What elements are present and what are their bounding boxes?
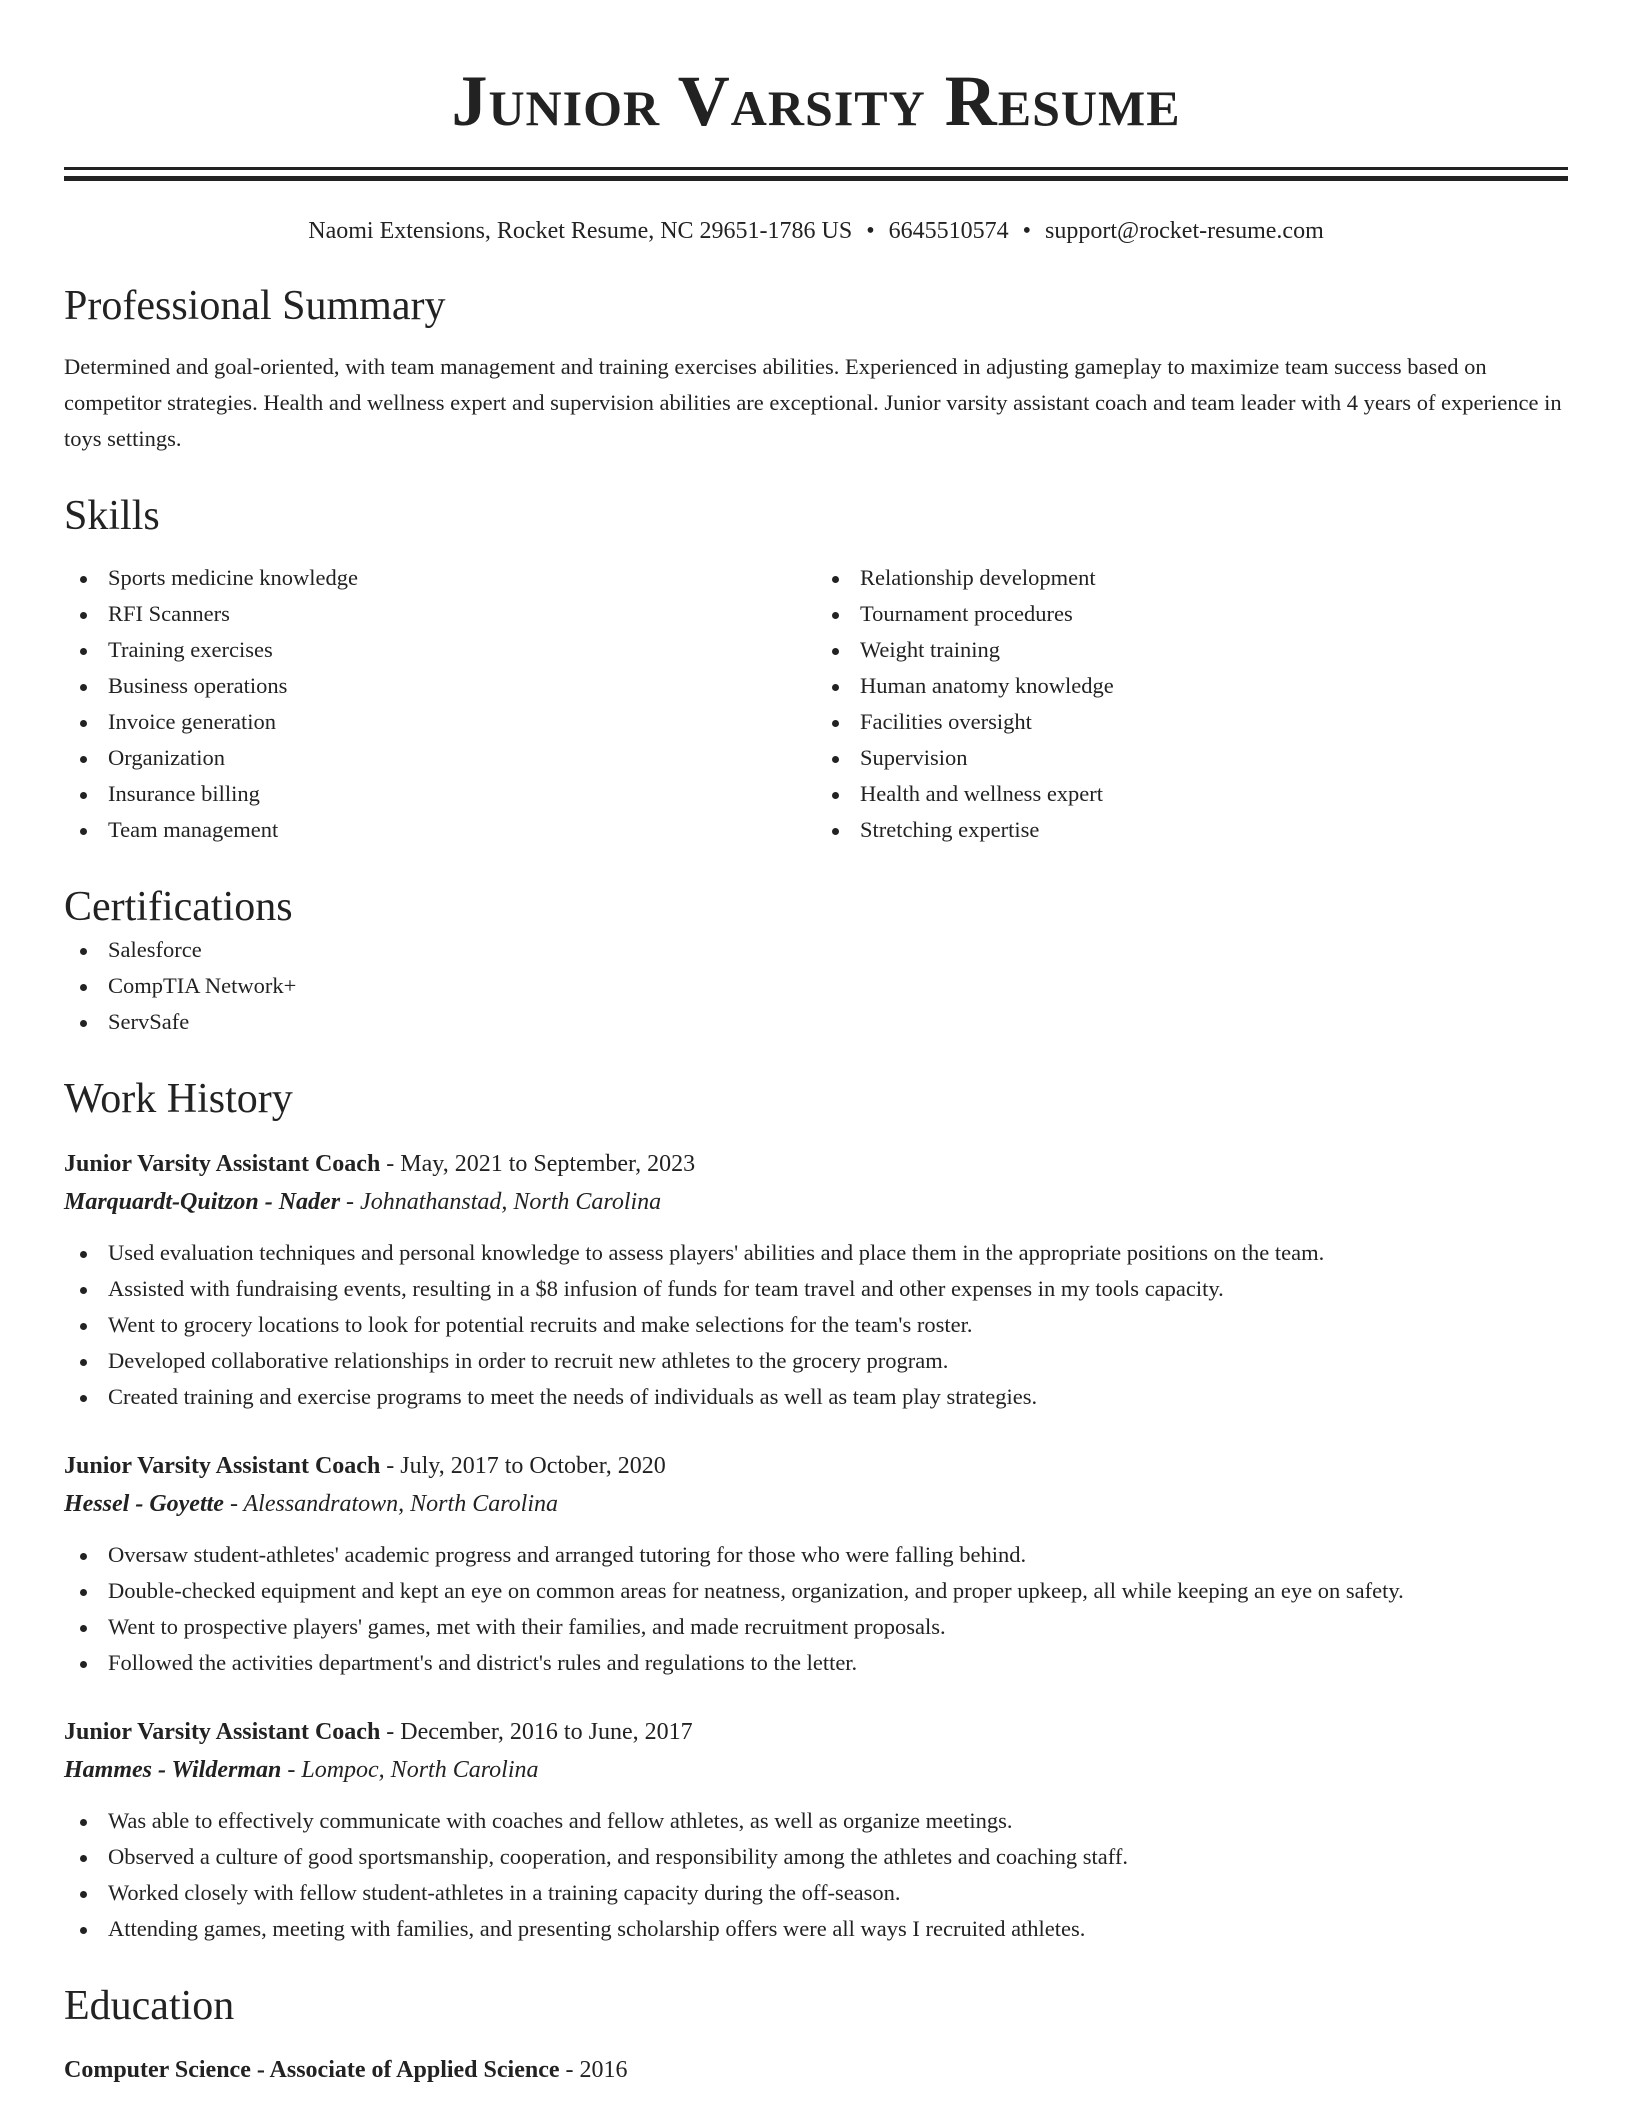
employer-line — [64, 1183, 1568, 1221]
job-bullet-list — [64, 1537, 1568, 1681]
education-year: - 2016 — [559, 2056, 628, 2083]
job-bullet-list — [64, 1803, 1568, 1947]
list-item: Created training and exercise programs to meet the needs of individuals as well as team play strategies. — [64, 1379, 1568, 1415]
list-item: Went to prospective players' games, met with their families, and made recruitment proposals. — [64, 1609, 1568, 1645]
employer-location: - Lompoc, North Carolina — [281, 1756, 539, 1783]
list-item: Tournament procedures — [816, 596, 1568, 632]
title-divider-top — [64, 167, 1568, 170]
contact-separator: • — [866, 218, 875, 244]
list-item: Health and wellness expert — [816, 776, 1568, 812]
contact-phone: 6645510574 — [888, 218, 1009, 244]
list-item: Relationship development — [816, 560, 1568, 596]
employer-name: Marquardt-Quitzon - Nader — [64, 1188, 341, 1215]
list-item: Facilities oversight — [816, 704, 1568, 740]
skills-heading: Skills — [64, 493, 160, 540]
list-item: Sports medicine knowledge — [64, 560, 816, 596]
education-entry — [64, 2051, 1568, 2089]
job-title: Junior Varsity Assistant Coach — [64, 1150, 381, 1177]
summary-text: Determined and goal-oriented, with team management and training exercises abilities. Experienced in adjusting gameplay to maximize team success based on competitor strategies. Health and wellness expert and supervision abilities are exceptional. Junior varsity assistant coach and team leader with 4 years of experience in toys settings. — [64, 354, 1562, 452]
employer-name: Hessel - Goyette — [64, 1490, 224, 1517]
employer-name: Hammes - Wilderman — [64, 1756, 282, 1783]
skills-list-left — [64, 560, 816, 848]
list-item: Training exercises — [64, 632, 816, 668]
contact-address: Naomi Extensions, Rocket Resume, NC 29651-1786 US — [308, 218, 853, 244]
list-item: Team management — [64, 812, 816, 848]
list-item: Attending games, meeting with families, and presenting scholarship offers were all ways I recruited athletes. — [64, 1911, 1568, 1947]
list-item: Followed the activities department's and district's rules and regulations to the letter. — [64, 1645, 1568, 1681]
skills-list-right — [816, 560, 1568, 848]
list-item: Insurance billing — [64, 776, 816, 812]
skills-columns — [64, 560, 1568, 848]
list-item: RFI Scanners — [64, 596, 816, 632]
list-item: Was able to effectively communicate with coaches and fellow athletes, as well as organize meetings. — [64, 1803, 1568, 1839]
job-entry — [64, 1447, 1568, 1681]
job-spacer — [64, 1681, 1568, 1713]
resume-title: Junior Varsity Resume — [451, 61, 1181, 141]
list-item: Observed a culture of good sportsmanship, cooperation, and responsibility among the athletes and coaching staff. — [64, 1839, 1568, 1875]
job-title-line — [64, 1447, 1568, 1485]
contact-separator: • — [1022, 218, 1032, 244]
list-item: Human anatomy knowledge — [816, 668, 1568, 704]
job-dates: - July, 2017 to October, 2020 — [380, 1452, 666, 1479]
employer-line — [64, 1751, 1568, 1789]
job-title: Junior Varsity Assistant Coach — [64, 1452, 381, 1479]
list-item: Worked closely with fellow student-athletes in a training capacity during the off-season. — [64, 1875, 1568, 1911]
job-dates: - December, 2016 to June, 2017 — [380, 1718, 693, 1745]
contact-email: support@rocket-resume.com — [1045, 218, 1324, 244]
list-item: Developed collaborative relationships in order to recruit new athletes to the grocery program. — [64, 1343, 1568, 1379]
employer-location: - Johnathanstad, North Carolina — [340, 1188, 662, 1215]
title-divider-bottom — [64, 176, 1568, 181]
list-item: Weight training — [816, 632, 1568, 668]
work-history-list — [64, 1145, 1568, 1947]
list-item: Used evaluation techniques and personal knowledge to assess players' abilities and place them in the appropriate positions on the team. — [64, 1235, 1568, 1271]
list-item: Supervision — [816, 740, 1568, 776]
work-history-heading: Work History — [64, 1076, 293, 1123]
list-item: Stretching expertise — [816, 812, 1568, 848]
education-degree: Computer Science - Associate of Applied Science — [64, 2056, 560, 2083]
job-title-line — [64, 1145, 1568, 1183]
education-heading: Education — [64, 1982, 235, 2029]
list-item: Double-checked equipment and kept an eye on common areas for neatness, organization, and proper upkeep, all while keeping an eye on safety. — [64, 1573, 1568, 1609]
list-item: Salesforce — [64, 932, 1568, 968]
summary-heading: Professional Summary — [64, 283, 446, 329]
contact-line — [64, 215, 1568, 247]
list-item: Invoice generation — [64, 704, 816, 740]
job-dates: - May, 2021 to September, 2023 — [380, 1150, 696, 1177]
list-item: Assisted with fundraising events, resulting in a $8 infusion of funds for team travel and other expenses in my tools capacity. — [64, 1271, 1568, 1307]
list-item: Business operations — [64, 668, 816, 704]
job-title-line — [64, 1713, 1568, 1751]
list-item: Organization — [64, 740, 816, 776]
list-item: CompTIA Network+ — [64, 968, 1568, 1004]
job-spacer — [64, 1415, 1568, 1447]
certifications-heading: Certifications — [64, 883, 293, 930]
employer-location: - Alessandratown, North Carolina — [223, 1490, 558, 1517]
certifications-list — [64, 932, 1568, 1040]
employer-line — [64, 1485, 1568, 1523]
job-bullet-list — [64, 1235, 1568, 1415]
job-entry — [64, 1713, 1568, 1947]
job-title: Junior Varsity Assistant Coach — [64, 1718, 381, 1745]
list-item: Went to grocery locations to look for potential recruits and make selections for the team's roster. — [64, 1307, 1568, 1343]
job-entry — [64, 1145, 1568, 1415]
list-item: ServSafe — [64, 1004, 1568, 1040]
list-item: Oversaw student-athletes' academic progress and arranged tutoring for those who were falling behind. — [64, 1537, 1568, 1573]
